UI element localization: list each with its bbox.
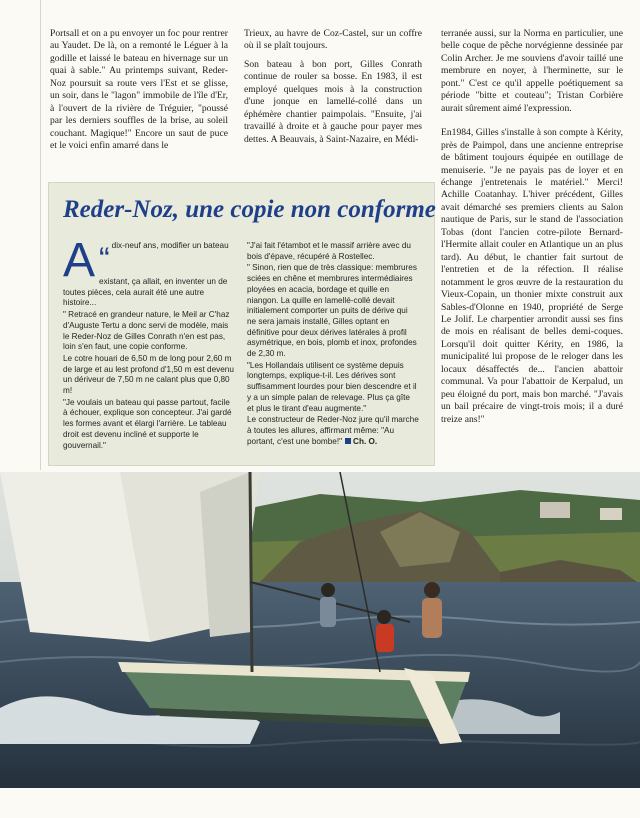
sidebar-paragraph: "Je voulais un bateau qui passe partout, facile à échouer, explique son concepteur. J'ai gardé les formes avant et élargi l'arrière. Le tableau droit est devenu incliné et supporte le gouvernail."	[63, 397, 232, 450]
article-column-1	[50, 28, 228, 156]
paragraph: En1984, Gilles s'installe à son compte à Kérity, près de Paimpol, dans une ancienne entreprise de bâtiment toujours équipée en outillage de menuiserie. "Je ne payais pas de loyer et en échange j'entretenais le matériel." Merci! Achille Coatanhay. L'hiver précédent, Gilles avait démarché ses premiers clients au Salon nautique de Paris, sur le stand de l'association Tobas (dont l'ancien cotre-pilote Bernard-l'Hermite allait couler en Atlantique un an plus tard). Au début, le chantier fait surtout de l'entretien et de la réfection. Il réalise notamment le gros œuvre de la restauration du Vieux-Copain, un thonier mixte construit aux Sables-d'Olonne en 1940, propriété de Serge Le Jolif. Le charpentier arrondit aussi ses fins de mois en réalisant de belles demi-coques. Lorsqu'il doit quitter Kérity, en 1986, la municipalité lui propose de le reloger dans les locaux désaffectés de... l'ancien abattoir communal. Va pour l'abattoir de Kerpalud, un peu éloigné du port, mais bon marché. "J'avais un bail précaire de vingt-trois mois; il a duré treize ans!"	[441, 127, 623, 425]
end-mark-icon	[345, 438, 351, 444]
article-column-3	[441, 28, 623, 468]
quote-mark: “	[99, 241, 110, 277]
photo-illustration	[0, 472, 640, 788]
sidebar-paragraph: Le constructeur de Reder-Noz jure qu'il marche à toutes les allures, affirmant même: "Au portant, c'est une bombe!" Ch. O.	[247, 415, 419, 446]
paragraph: Trieux, au havre de Coz-Castel, sur un coffre où il se plaît toujours.	[244, 28, 422, 52]
sidebar-paragraph: Le cotre houari de 6,50 m de long pour 2,60 m de large et au lest profond d'1,50 m est devenu un dériveur de 7,50 m ne calant plus que 0,80 m!	[63, 353, 234, 396]
sidebar-column-1	[63, 234, 235, 452]
sidebar-column-2	[247, 241, 419, 448]
sidebar-title: Reder-Noz, une copie non conforme	[63, 196, 436, 223]
article-column-2	[244, 28, 422, 156]
sidebar-paragraph: “ A dix-neuf ans, modifier un bateau existant, ça allait, en inventer un de toutes pièces, cela aurait été une autre histoire...	[63, 234, 229, 308]
sidebar-paragraph: "Les Hollandais utilisent ce système depuis longtemps, explique-t-il. Les dérives sont suffisamment lourdes pour bien descendre et il y a un simple palan de relevage. Plus ça gîte et plus le tirant d'eau augmente."	[247, 360, 417, 413]
paragraph: terranée aussi, sur la Norma en particulier, une belle coque de pêche norvégienne dessinée par Colin Archer. Je me souviens d'avoir taillé une membrure en noyer, à l'herminette, sur le pont." C'est ce qu'il appelle poétiquement sa période "bitte et couteau"; Tristan Corbière aurait sûrement aimé l'expression.	[441, 28, 623, 114]
author-signature: Ch. O.	[353, 436, 378, 446]
sidebar-paragraph: "J'ai fait l'étambot et le massif arrière avec du bois d'épave, récupéré à Rostellec.	[247, 241, 411, 261]
paragraph: Portsall et on a pu envoyer un foc pour rentrer au Yaudet. De là, on a remonté le Léguer à la godille et laissé le bateau en hivernage sur un quai à sable." Au printemps suivant, Reder-Noz poursuit sa route vers l'Est et se glisse, un soir, dans le "lagon" immobile de l'île d'Er, à l'ouvert de la rivière de Tréguier, "poussé par les derniers souffles de la brise, au soleil couchant. Magique!" Encore un saut de puce et le voici enfin amarré dans le	[50, 28, 228, 152]
drop-cap: A	[63, 234, 96, 287]
sailboat-photo	[0, 472, 640, 818]
sidebar-box	[48, 182, 435, 466]
paragraph: Son bateau à bon port, Gilles Conrath continue de rouler sa bosse. En 1983, il est employé quelques mois à la construction d'une jonque en lamellé-collé dans un éphémère chantier paimpolais. "Ensuite, j'ai travaillé à droite et à gauche pour payer mes dettes. A Beauvais, à Saint-Nazaire, en Médi-	[244, 58, 422, 145]
sidebar-paragraph: " Sinon, rien que de très classique: membrures sciées en chêne et membrures intermédiaires ployées en acacia, bordage et quille en niangon. La quille en lamellé-collé devait initialement comporter un puits de dérive qui ne sera jamais installé, Gilles optant en définitive pour deux dérives latérales à profil asymétrique, en bois, plomb et inox, profondes de 2,30 m.	[247, 263, 417, 359]
sidebar-paragraph: " Retracé en grandeur nature, le Meil ar C'haz d'Auguste Tertu a donc servi de modèle, mais le Reder-Noz de Gilles Conrath n'en est pas, loin s'en faut, une copie conforme.	[63, 310, 230, 352]
page-rule	[40, 0, 41, 470]
